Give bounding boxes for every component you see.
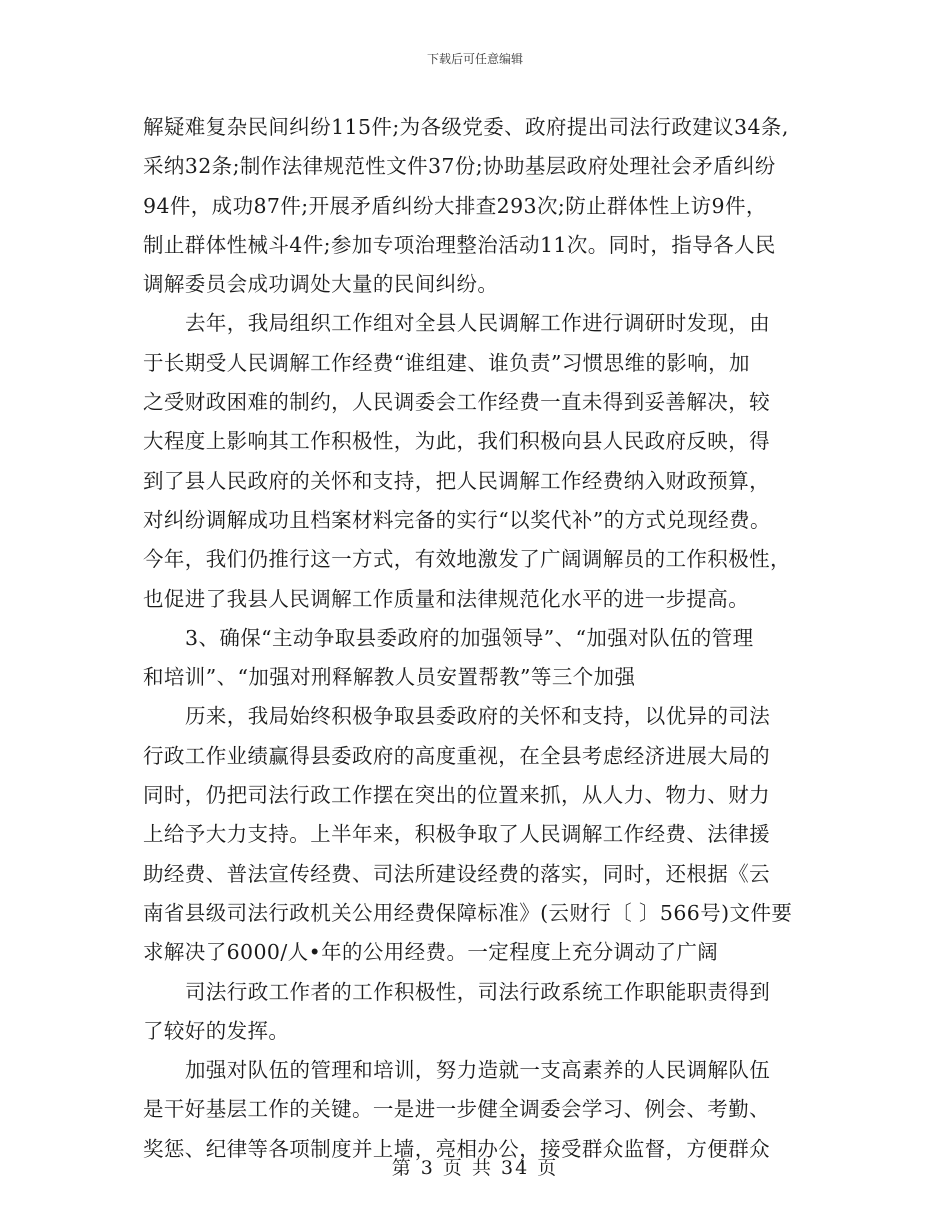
text-line: 行政工作业绩赢得县委政府的高度重视，在全县考虑经济进展大局的 xyxy=(143,743,770,768)
text-line: 之受财政困难的制约，人民调委会工作经费一直未得到妥善解决，较 xyxy=(143,390,770,415)
text-line: 今年，我们仍推行这一方式，有效地激发了广阔调解员的工作积极性， xyxy=(143,547,791,572)
document-body xyxy=(143,108,823,1169)
text-line: 司法行政工作者的工作积极性，司法行政系统工作职能职责得到 xyxy=(185,979,771,1004)
text-line: 南省县级司法行政机关公用经费保障标准》(云财行〔 〕566号)文件要 xyxy=(143,900,793,925)
text-line: 解疑难复杂民间纠纷115件;为各级党委、政府提出司法行政建议34条, xyxy=(143,115,789,139)
text-line: 采纳32条;制作法律规范性文件37份;协助基层政府处理社会矛盾纠纷 xyxy=(143,154,776,179)
text-line: 上给予大力支持。上半年来，积极争取了人民调解工作经费、法律援 xyxy=(143,822,770,847)
text-line: 求解决了6000/人•年的公用经费。一定程度上充分调动了广阔 xyxy=(143,940,719,965)
text-line: 助经费、普法宣传经费、司法所建设经费的落实，同时，还根据《云 xyxy=(143,861,770,886)
text-line: 加强对队伍的管理和培训，努力造就一支高素养的人民调解队伍 xyxy=(185,1058,771,1083)
text-line: 调解委员会成功调处大量的民间纠纷。 xyxy=(143,272,499,297)
page-header: 下载后可任意编辑 xyxy=(426,52,523,66)
text-line: 历来，我局始终积极争取县委政府的关怀和支持，以优异的司法 xyxy=(185,704,771,729)
text-line: 制止群体性械斗4件;参加专项治理整治活动11次。同时，指导各人民 xyxy=(143,232,776,257)
text-line: 去年，我局组织工作组对全县人民调解工作进行调研时发现，由 xyxy=(185,311,771,336)
text-line: 大程度上影响其工作积极性，为此，我们积极向县人民政府反映，得 xyxy=(143,429,770,454)
text-line: 于长期受人民调解工作经费“谁组建、谁负责”习惯思维的影响，加 xyxy=(143,350,750,375)
text-line: 94件，成功87件;开展矛盾纠纷大排查293次;防止群体性上访9件， xyxy=(143,193,767,218)
text-line: 是干好基层工作的关键。一是进一步健全调委会学习、例会、考勤、 xyxy=(143,1097,770,1122)
text-line: 到了县人民政府的关怀和支持，把人民调解工作经费纳入财政预算， xyxy=(143,468,770,493)
text-line: 同时，仍把司法行政工作摆在突出的位置来抓，从人力、物力、财力 xyxy=(143,783,770,808)
text-line: 对纠纷调解成功且档案材料完备的实行“以奖代补”的方式兑现经费。 xyxy=(143,507,771,532)
text-line: 和培训”、“加强对刑释解教人员安置帮教”等三个加强 xyxy=(143,665,636,690)
page-footer: 第 3 页 共 34 页 xyxy=(391,1157,559,1179)
text-line: 3、确保“主动争取县委政府的加强领导”、“加强对队伍的管理 xyxy=(185,625,754,650)
text-line: 奖惩、纪律等各项制度并上墙，亮相办公，接受群众监督，方便群众 xyxy=(143,1136,770,1161)
text-line: 了较好的发挥。 xyxy=(143,1018,290,1043)
text-line: 也促进了我县人民调解工作质量和法律规范化水平的进一步提高。 xyxy=(143,586,750,611)
